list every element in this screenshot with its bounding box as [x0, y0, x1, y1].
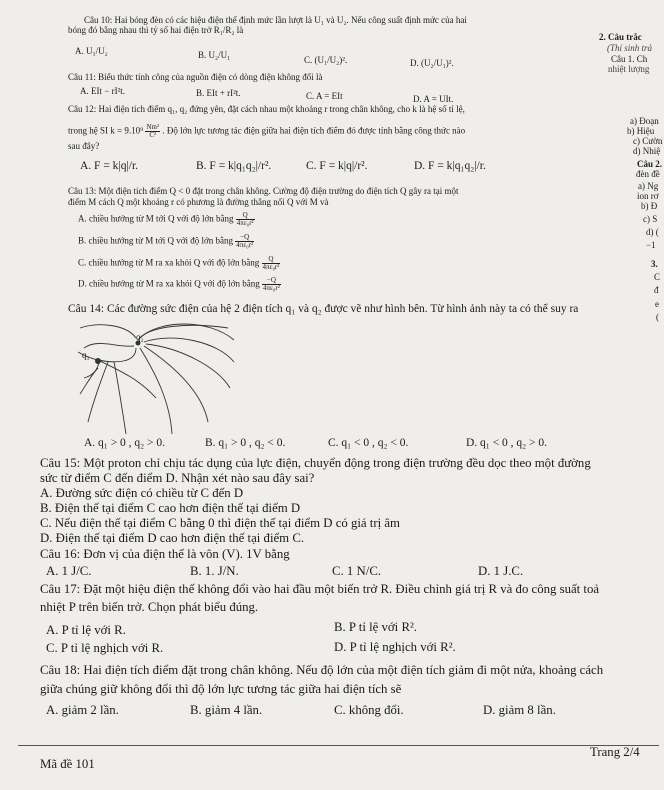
right-col-1: (Thí sinh trả — [607, 43, 653, 53]
figure-label-q2: q₂ — [136, 332, 144, 342]
q18-option-a[interactable]: A. giảm 2 lần. — [46, 703, 119, 717]
q14-option-b[interactable]: B. q₁ > 0 , q₂ < 0. — [205, 437, 286, 449]
q14-option-c[interactable]: C. q₁ < 0 , q₂ < 0. — [328, 437, 409, 449]
q15-stem-line2: sức từ điểm C đến điểm D. Nhận xét nào sau đây sai? — [40, 471, 315, 485]
right-col-7: d) Nhiệ — [633, 146, 661, 156]
q10-stem-line1: Câu 10: Hai bóng đèn có các hiệu điện thế định mức lần lượt là U₁ và U₂. Nếu công suất định mức của hai — [84, 15, 467, 25]
q12-stem-line2 — [68, 124, 465, 139]
q18-stem-line1: Câu 18: Hai điện tích điểm đặt trong chân không. Nếu độ lớn của một điện tích giảm đi một nửa, khoảng cách — [40, 663, 604, 677]
q18-option-b[interactable]: B. giảm 4 lần. — [190, 703, 263, 717]
q17-option-d[interactable]: D. P tỉ lệ nghịch với R². — [334, 640, 456, 654]
q12-stem-line1: Câu 12: Hai điện tích điểm q₁, q₂ đứng yên, đặt cách nhau một khoảng r trong chân không, cho k là hệ số tỉ lệ, — [68, 104, 465, 114]
q15-option-b[interactable]: B. Điện thế tại điểm C cao hơn điện thế tại điểm D — [40, 501, 301, 515]
figure-label-q1: q₁ — [82, 350, 90, 360]
q12-stem-line3: sau đây? — [68, 141, 100, 151]
q15-option-a[interactable]: A. Đường sức điện có chiều từ C đến D — [40, 486, 244, 500]
right-col-16: 3. — [651, 259, 658, 269]
q16-option-a[interactable]: A. 1 J/C. — [46, 564, 92, 578]
field-lines-figure — [78, 318, 236, 436]
right-col-4: a) Đoạn — [630, 116, 659, 126]
right-col-17: C — [654, 272, 661, 282]
q12-unit-fraction: $\frac{\text{Nm²}}{\text{C²}}$ — [146, 123, 160, 139]
q10-option-b[interactable]: B. U₂/U₁ — [198, 50, 231, 60]
right-col-12: b) Đ — [641, 201, 658, 211]
right-col-5: b) Hiệu — [627, 126, 655, 136]
q13-option-c[interactable]: C. chiều hướng từ M ra xa khỏi Q với độ lớn bằng $\frac{Q}{\text{4πε₀r²}}$ — [78, 255, 280, 271]
charge-q1 — [95, 358, 101, 364]
footer-divider — [18, 745, 659, 746]
right-col-11: ion rơ — [637, 191, 659, 201]
q18-option-c[interactable]: C. không đổi. — [334, 703, 404, 717]
exam-code: Mã đề 101 — [40, 757, 95, 771]
q10-stem-line2: bóng đó bằng nhau thì tỷ số hai điện trở R₁/R₂ là — [68, 25, 244, 35]
q17-option-a[interactable]: A. P tỉ lệ với R. — [46, 623, 126, 637]
q11-stem: Câu 11: Biểu thức tính công của nguồn điện có dòng điện không đổi là — [68, 72, 323, 82]
q11-option-c[interactable]: C. A = EIt — [306, 91, 343, 101]
q17-stem-line1: Câu 17: Đặt một hiệu điện thế không đổi vào hai đầu một biến trở R. Điều chỉnh giá trị R và đo công suất toả — [40, 582, 600, 596]
right-col-3: nhiệt lượng — [608, 64, 650, 74]
q16-option-b[interactable]: B. 1. J/N. — [190, 564, 239, 578]
q17-option-c[interactable]: C. P tỉ lệ nghịch với R. — [46, 641, 164, 655]
right-col-13: c) S — [643, 214, 658, 224]
q11-option-b[interactable]: B. EIt + rI²t. — [196, 88, 241, 98]
q14-option-d[interactable]: D. q₁ < 0 , q₂ > 0. — [466, 437, 548, 449]
q16-option-c[interactable]: C. 1 N/C. — [332, 564, 382, 578]
right-col-8: Câu 2. — [637, 159, 663, 169]
q12-stem-rest: . Độ lớn lực tương tác điện giữa hai điện tích điểm đó được tính bằng công thức nào — [162, 125, 466, 136]
q13-stem-line2: điểm M cách Q một khoảng r có phương là đường thẳng nối Q với M và — [68, 197, 329, 207]
q13-option-a[interactable]: A. chiều hướng từ M tới Q với độ lớn bằng $\frac{Q}{\text{4πε₀r²}}$ — [78, 211, 254, 227]
right-col-2: Câu 1. Ch — [611, 54, 648, 64]
q11-option-a[interactable]: A. EIt − rI²t. — [80, 86, 126, 96]
q18-option-d[interactable]: D. giảm 8 lần. — [483, 703, 556, 717]
q12-option-c[interactable]: C. F = k|q|/r². — [306, 160, 368, 172]
q18-stem-line2: giữa chúng giữ không đổi thì độ lớn lực tương tác giữa hai điện tích sẽ — [40, 682, 402, 696]
q11-option-d[interactable]: D. A = UIt. — [413, 94, 454, 104]
right-col-0: 2. Câu trắc — [599, 32, 642, 42]
q15-stem-line1: Câu 15: Một proton chỉ chịu tác dụng của lực điện, chuyển động trong điện trường đều dọc theo một đường — [40, 456, 591, 470]
right-col-10: a) Ng — [638, 181, 659, 191]
q13-option-b[interactable]: B. chiều hướng từ M tới Q với độ lớn bằng $\frac{-Q}{\text{4πε₀r²}}$ — [78, 233, 254, 249]
q10-option-d[interactable]: D. (U₂/U₁)². — [410, 58, 454, 68]
right-col-20: ( — [656, 312, 659, 322]
right-col-14: d) ( — [646, 227, 659, 237]
right-col-15: −1 — [646, 240, 656, 250]
q13-stem-line1: Câu 13: Một điện tích điểm Q < 0 đặt trong chân không. Cường độ điện trường do điện tích Q gây ra tại một — [68, 186, 459, 196]
q13-option-d[interactable]: D. chiều hướng từ M ra xa khỏi Q với độ lớn bằng $\frac{-Q}{\text{4πε₀r²}}$ — [78, 276, 280, 292]
q16-option-d[interactable]: D. 1 J.C. — [478, 564, 524, 578]
page-number: Trang 2/4 — [590, 745, 640, 759]
q15-option-d[interactable]: D. Điện thế tại điểm D cao hơn điện thế tại điểm C. — [40, 531, 305, 545]
q12-option-b[interactable]: B. F = k|q₁q₂|/r². — [196, 160, 272, 172]
q17-option-b[interactable]: B. P tỉ lệ với R². — [334, 620, 418, 634]
q17-stem-line2: nhiệt P trên biến trở. Chọn phát biểu đúng. — [40, 600, 259, 614]
q10-option-a[interactable]: A. U₁/U₂ — [75, 46, 108, 56]
right-col-18: đ — [654, 285, 659, 295]
q14-option-a[interactable]: A. q₁ > 0 , q₂ > 0. — [84, 437, 166, 449]
q12-option-d[interactable]: D. F = k|q₁q₂|/r. — [414, 160, 486, 172]
right-col-19: e — [655, 299, 659, 309]
q16-stem: Câu 16: Đơn vị của điện thế là vôn (V). 1V bằng — [40, 547, 290, 561]
q14-stem: Câu 14: Các đường sức điện của hệ 2 điện tích q₁ và q₂ được vẽ như hình bên. Từ hình ảnh này ta có thể suy ra — [68, 303, 579, 315]
q15-option-c[interactable]: C. Nếu điện thế tại điểm C bằng 0 thì điện thế tại điểm D có giá trị âm — [40, 516, 401, 530]
right-col-6: c) Cườn — [633, 136, 663, 146]
q12-k-value: trong hệ SI k = 9.10⁹ — [68, 125, 144, 136]
q12-option-a[interactable]: A. F = k|q|/r. — [80, 160, 139, 172]
right-col-9: đèn đề — [636, 169, 660, 179]
q10-option-c[interactable]: C. (U₁/U₂)². — [304, 55, 348, 65]
